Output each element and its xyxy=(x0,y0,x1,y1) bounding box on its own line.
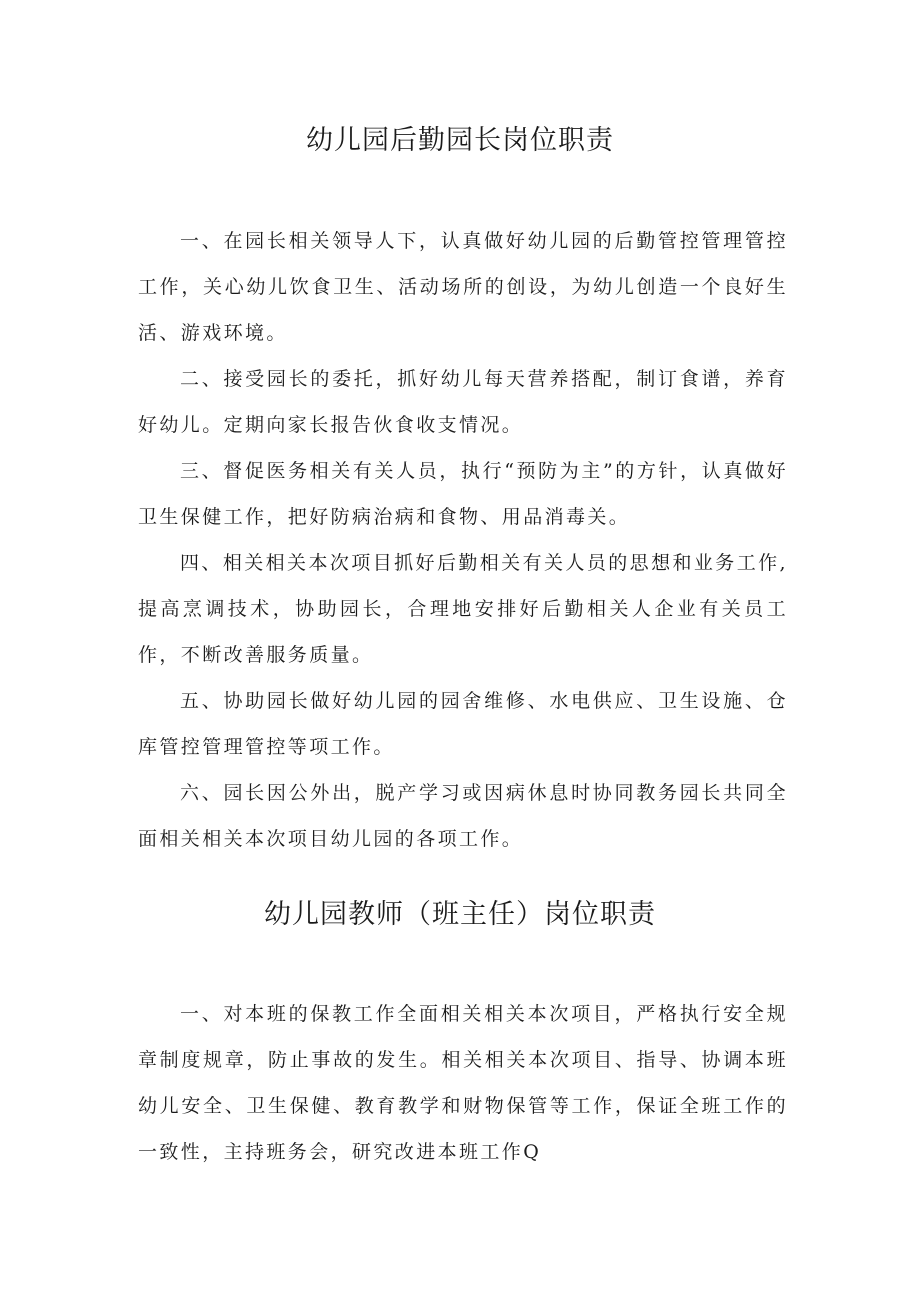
paragraph-item: 三、督促医务相关有关人员，执行“预防为主”的方针，认真做好卫生保健工作，把好防病治病和食物、用品消毒关。 xyxy=(138,460,788,528)
paragraph-item: 五、协助园长做好幼儿园的园舍维修、水电供应、卫生设施、仓库管控管理管控等项工作。 xyxy=(138,690,788,758)
section-head-teacher-duties xyxy=(138,991,788,1175)
paragraph-item: 一、对本班的保教工作全面相关相关本次项目，严格执行安全规章制度规章，防止事故的发生。相关相关本次项目、指导、协调本班幼儿安全、卫生保健、教育教学和财物保管等工作，保证全班工作的一致性，主持班务会，研究改进本班工作Q xyxy=(138,1003,788,1163)
paragraph-item: 四、相关相关本次项目抓好后勤相关有关人员的思想和业务工作,提高烹调技术，协助园长，合理地安排好后勤相关人企业有关员工作，不断改善服务质量。 xyxy=(138,552,788,666)
paragraph-item: 六、园长因公外出，脱产学习或因病休息时协同教务园长共同全面相关相关本次项目幼儿园的各项工作。 xyxy=(138,782,788,850)
paragraph-item: 二、接受园长的委托，抓好幼儿每天营养搭配，制订食谱，养育好幼儿。定期向家长报告伙食收支情况。 xyxy=(138,368,788,436)
section-title-logistics-director: 幼儿园后勤园长岗位职责 xyxy=(306,125,614,156)
section-title-head-teacher: 幼儿园教师（班主任）岗位职责 xyxy=(264,899,656,930)
section-logistics-director-duties xyxy=(138,218,788,862)
paragraph-item: 一、在园长相关领导人下，认真做好幼儿园的后勤管控管理管控工作，关心幼儿饮食卫生、活动场所的创设，为幼儿创造一个良好生活、游戏环境。 xyxy=(138,230,788,344)
